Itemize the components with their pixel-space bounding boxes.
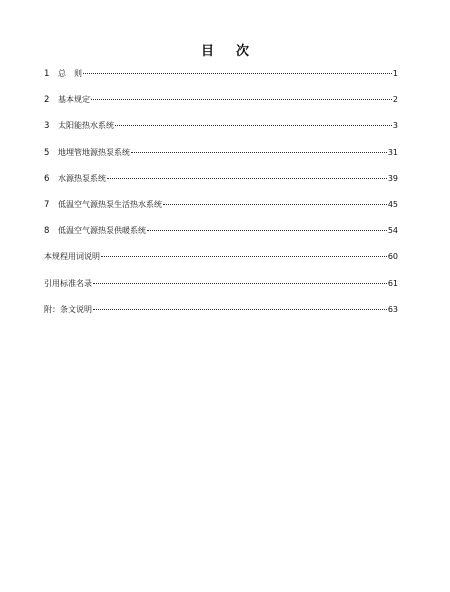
toc-entry-label: 引用标准名录: [44, 278, 92, 288]
dot-leader: [163, 204, 387, 205]
toc-entry-label: 总 则: [58, 69, 82, 78]
toc-entry-label: 基本规定: [58, 95, 90, 105]
page-title: [0, 40, 450, 59]
toc-entry-number: 2: [44, 95, 50, 106]
toc-entry-7[interactable]: [44, 199, 398, 225]
toc-entry-label: 附：条文说明: [44, 304, 92, 314]
dot-leader: [83, 73, 392, 74]
toc-entry-1[interactable]: [44, 68, 398, 94]
toc-entry-number: 3: [44, 121, 50, 132]
toc-entry-number: 7: [44, 199, 50, 210]
toc-entry-5[interactable]: [44, 147, 398, 173]
toc-entry-page: 54: [387, 226, 398, 236]
toc-entry-page: 1: [392, 69, 398, 78]
toc-entry-page: 60: [387, 252, 398, 262]
title-char-2: 次: [236, 44, 250, 59]
toc-entry-6[interactable]: [44, 173, 398, 199]
toc-entry-page: 39: [387, 173, 398, 183]
dot-leader: [93, 283, 387, 284]
toc-entry-label: 地埋管地源热泵系统: [58, 147, 130, 157]
toc-entry-8[interactable]: [44, 225, 398, 251]
toc-entry-number: 1: [44, 69, 50, 79]
dot-leader: [91, 99, 392, 100]
toc-entry-page: 45: [387, 199, 398, 209]
toc-entry-2[interactable]: [44, 94, 398, 120]
toc-entry-page: 61: [387, 278, 398, 288]
dot-leader: [93, 309, 387, 310]
toc-entry-page: 63: [387, 304, 398, 314]
title-char-1: 目: [200, 44, 214, 59]
toc-entry-label: 本规程用词说明: [44, 252, 100, 262]
toc-entry-label: 太阳能热水系统: [58, 121, 114, 131]
toc-entry-page: 2: [392, 95, 398, 105]
dot-leader: [107, 178, 387, 179]
table-of-contents: [44, 68, 398, 330]
toc-entry-number: 6: [44, 173, 50, 184]
dot-leader: [147, 230, 387, 231]
toc-entry-number: 5: [44, 147, 50, 158]
toc-entry-clause-explanation[interactable]: [44, 304, 398, 330]
toc-entry-label: 低温空气源热泵供暖系统: [58, 226, 146, 236]
toc-entry-label: 低温空气源热泵生活热水系统: [58, 199, 162, 209]
dot-leader: [101, 256, 387, 257]
toc-entry-wording-explanation[interactable]: [44, 251, 398, 277]
toc-entry-label: 水源热泵系统: [58, 173, 106, 183]
dot-leader: [131, 152, 387, 153]
toc-entry-page: 3: [392, 121, 398, 131]
toc-entry-page: 31: [387, 147, 398, 157]
toc-entry-normative-references[interactable]: [44, 278, 398, 304]
toc-entry-3[interactable]: [44, 120, 398, 146]
toc-entry-number: 8: [44, 226, 50, 237]
dot-leader: [115, 125, 392, 126]
